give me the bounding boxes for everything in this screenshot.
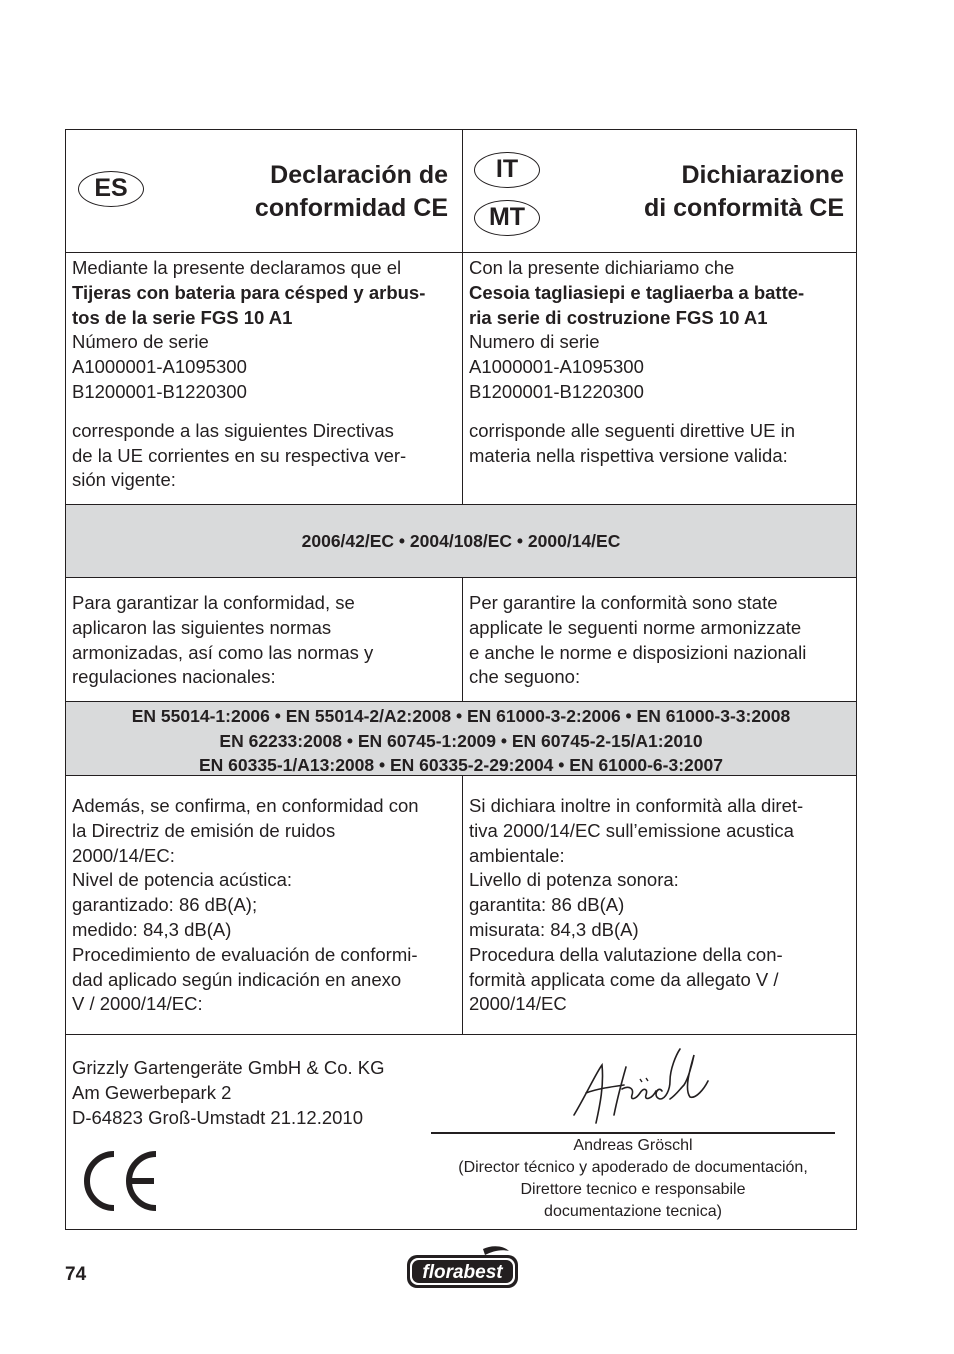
row-divider (66, 1034, 856, 1035)
norms-line: EN 55014-1:2006 • EN 55014-2/A2:2008 • EN 61000-3-2:2006 • EN 61000-3-3:2008 (131, 706, 791, 726)
svg-text:florabest: florabest (422, 1262, 503, 1283)
it-noise-text: Si dichiara inoltre in conformità alla diret- (469, 795, 804, 816)
es-noise-text: dad aplicado según indicación en anexo (72, 968, 402, 990)
es-noise-text: Nivel de potencia acústica: (72, 869, 293, 891)
it-title (644, 159, 844, 225)
es-noise-block (72, 794, 419, 1017)
it-noise-text: formità applicata come da allegato V / (469, 968, 779, 990)
company-address (72, 1056, 385, 1130)
norms-list (66, 704, 856, 778)
es-serial-range: B1200001-B1220300 (72, 380, 247, 402)
it-product-block (469, 256, 804, 468)
it-title-line: di conformità CE (643, 194, 844, 222)
company-city-date: D-64823 Groß-Umstadt 21.12.2010 (72, 1106, 364, 1128)
column-divider (462, 775, 463, 1034)
declaration-table (65, 129, 857, 1230)
company-name: Grizzly Gartengeräte GmbH & Co. KG (72, 1057, 385, 1078)
page-number: 74 (65, 1264, 87, 1285)
signatory-block (428, 1135, 838, 1223)
es-noise-text: garantizado: 86 dB(A); (72, 894, 258, 916)
row-divider (66, 252, 856, 253)
es-norms-text: armonizadas, así como las normas y (72, 641, 374, 663)
es-noise-text: Procedimiento de evaluación de conformi- (72, 943, 418, 965)
es-norms-text: regulaciones nacionales: (72, 666, 276, 688)
es-title-line: Declaración de (270, 161, 448, 189)
it-noise-text: ambientale: (469, 844, 565, 866)
es-serial-range: A1000001-A1095300 (72, 356, 247, 378)
signatory-role: documentazione tecnica) (544, 1203, 722, 1220)
it-serial-label: Numero di serie (469, 331, 600, 353)
signatory-role: (Director técnico y apoderado de documentación, (458, 1159, 808, 1176)
it-noise-block (469, 794, 803, 1017)
it-noise-text: tiva 2000/14/EC sull’emissione acustica (469, 819, 794, 841)
it-noise-text: Livello di potenza sonora: (469, 869, 679, 891)
es-directives-text: corresponde a las siguientes Directivas (72, 419, 394, 441)
es-noise-text: la Directriz de emisión de ruidos (72, 819, 336, 841)
row-divider (66, 577, 856, 578)
column-divider (462, 130, 463, 504)
it-norms-text: Per garantire la conformità sono state (469, 592, 778, 613)
es-title (255, 159, 448, 225)
column-divider (462, 577, 463, 701)
directives-list: 2006/42/EC • 2004/108/EC • 2000/14/EC (301, 531, 621, 551)
it-title-line: Dichiarazione (681, 161, 844, 189)
it-norms-text: applicate le seguenti norme armonizzate (469, 616, 802, 638)
norms-line: EN 62233:2008 • EN 60745-1:2009 • EN 60745-2-15/A1:2010 (219, 730, 703, 751)
norms-line: EN 60335-1/A13:2008 • EN 60335-2-29:2004 • EN 61000-6-3:2007 (199, 755, 723, 775)
ce-mark-icon (80, 1148, 162, 1214)
es-noise-text: V / 2000/14/EC: (72, 993, 203, 1015)
es-title-line: conformidad CE (254, 194, 448, 222)
language-badge-mt: MT (474, 200, 540, 236)
signatory-role: Direttore tecnico e responsabile (520, 1181, 746, 1198)
it-serial-range: B1200001-B1220300 (469, 380, 644, 402)
es-serial-label: Número de serie (72, 331, 209, 353)
it-norms-block (469, 591, 806, 690)
es-norms-text: Para garantizar la conformidad, se (72, 592, 355, 613)
it-directives-text: materia nella rispettiva versione valida: (469, 444, 788, 466)
it-intro: Con la presente dichiariamo che (469, 257, 735, 278)
es-noise-text: 2000/14/EC: (72, 844, 175, 866)
es-norms-block (72, 591, 373, 690)
signatory-name: Andreas Gröschl (573, 1137, 693, 1154)
it-norms-text: che seguono: (469, 666, 581, 688)
it-product-name: Cesoia tagliasiepi e tagliaerba a batte- (469, 281, 805, 303)
florabest-logo (405, 1243, 520, 1291)
it-noise-text: misurata: 84,3 dB(A) (469, 918, 639, 940)
row-divider (66, 504, 856, 505)
es-noise-text: Además, se confirma, en conformidad con (72, 795, 419, 816)
it-product-name: ria serie di costruzione FGS 10 A1 (469, 306, 768, 328)
it-serial-range: A1000001-A1095300 (469, 356, 644, 378)
it-noise-text: Procedura della valutazione della con- (469, 943, 783, 965)
row-divider (66, 701, 856, 702)
es-product-name: tos de la serie FGS 10 A1 (72, 306, 293, 328)
language-badge-it: IT (474, 152, 540, 188)
company-street: Am Gewerbepark 2 (72, 1081, 232, 1103)
es-noise-text: medido: 84,3 dB(A) (72, 918, 232, 940)
it-norms-text: e anche le norme e disposizioni nazionali (469, 641, 807, 663)
language-badge-es: ES (78, 171, 144, 207)
es-product-block (72, 256, 425, 493)
it-noise-text: garantita: 86 dB(A) (469, 894, 625, 916)
es-product-name: Tijeras con bateria para césped y arbus- (72, 281, 426, 303)
it-directives-text: corrisponde alle seguenti direttive UE in (469, 419, 795, 441)
es-norms-text: aplicaron las siguientes normas (72, 616, 332, 638)
es-intro: Mediante la presente declaramos que el (72, 257, 402, 278)
es-directives-text: sión vigente: (72, 469, 176, 491)
signature-line (431, 1132, 835, 1134)
it-noise-text: 2000/14/EC (469, 993, 567, 1015)
handwritten-signature (566, 1045, 726, 1130)
es-directives-text: de la UE corrientes en su respectiva ver- (72, 444, 407, 466)
